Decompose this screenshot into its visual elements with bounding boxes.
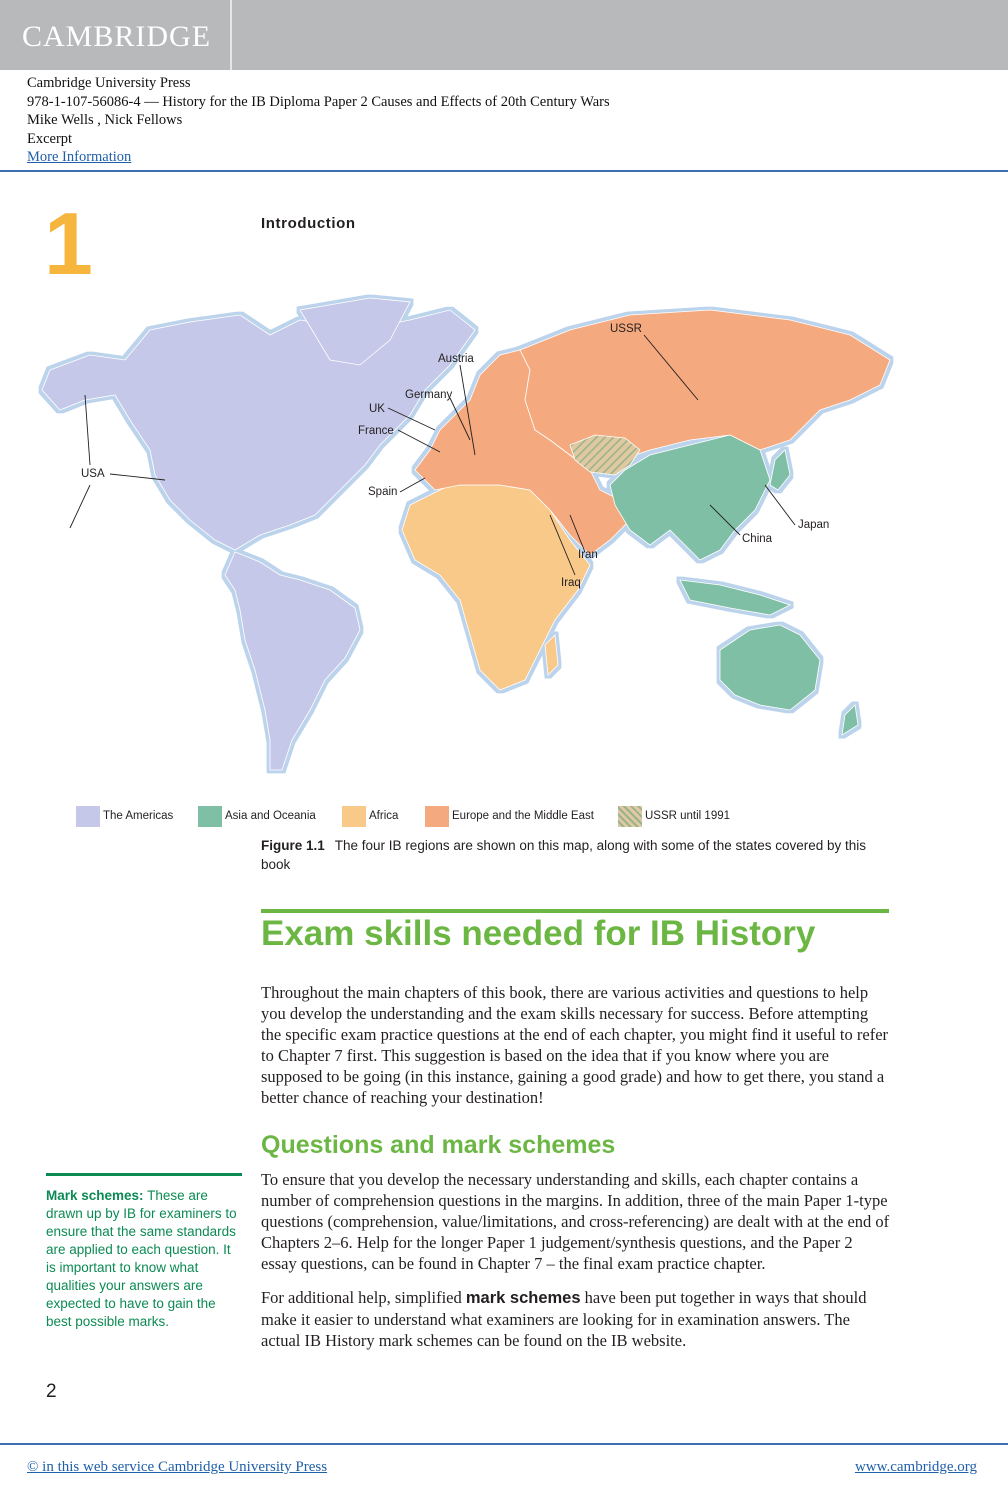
sidenote-divider (46, 1173, 242, 1176)
map-label-iran: Iran (578, 549, 598, 561)
legend-swatch (618, 806, 642, 827)
map-label-usa: USA (81, 468, 105, 480)
paragraph-text: For additional help, simplified (261, 1288, 466, 1307)
map-label-uk: UK (369, 403, 385, 415)
authors: Mike Wells , Nick Fellows (27, 112, 183, 128)
map-label-china: China (742, 533, 773, 545)
sidenote-text: These are drawn up by IB for examiners to ensure that the same standards are applied to each question. It is important to know what qualities your answers are expected to have to gain the best possible marks. (46, 1188, 237, 1329)
excerpt-label: Excerpt (27, 130, 73, 147)
legend-swatch (198, 806, 222, 827)
map-label-japan: Japan (798, 519, 830, 531)
isbn-title: 978-1-107-56086-4 — History for the IB Diploma Paper 2 Causes and Effects of 20th Century Wars (27, 93, 610, 110)
section-body: Throughout the main chapters of this book, there are various activities and questions to help you develop the understanding and the exam skills necessary for success. Before attempting the specific exam practice questions at the end of each chapter, you might find it useful to refer to Chapter 7 first. This suggestion is based on the idea that if you know where you are supposed to be going (in this instance, gaining a good grade) and how to get there, you stand a better chance of reaching your destination! (261, 983, 889, 1107)
sidenote-term: Mark schemes: (46, 1188, 144, 1203)
map-legend (76, 806, 936, 828)
subsection-paragraph-1: To ensure that you develop the necessary understanding and skills, each chapter contains a number of comprehension questions in the margins. In addition, three of the main Paper 1-type questions (comprehension, value/limitations, and cross-referencing) are dealt with at the end of Chapters 2–6. Help for the longer Paper 1 judgement/synthesis questions, and the Paper 2 essay questions, can be found in Chapter 7 – the final exam practice chapter. (261, 1170, 890, 1273)
southeast-asia-region (680, 580, 790, 615)
legend-label: Europe and the Middle East (452, 810, 594, 822)
subsection-paragraph-2 (261, 1287, 891, 1351)
legend-swatch (76, 806, 100, 827)
australia-region (720, 625, 820, 710)
new-zealand-region (842, 705, 858, 735)
logo-box (0, 0, 232, 70)
cambridge-logo[interactable]: CAMBRIDGE (22, 20, 212, 53)
section-heading: Exam skills needed for IB History (261, 914, 816, 953)
map-label-ussr: USSR (610, 323, 642, 335)
legend-swatch (425, 806, 449, 827)
legend-label: The Americas (103, 810, 174, 822)
map-label-germany: Germany (405, 389, 453, 401)
map-label-iraq: Iraq (561, 577, 581, 589)
section-divider (261, 909, 889, 913)
legend-label: Africa (369, 810, 399, 822)
header-bar (0, 0, 1008, 70)
cambridge-website-link[interactable]: www.cambridge.org (854, 1459, 977, 1475)
subsection-heading: Questions and mark schemes (261, 1131, 616, 1159)
legend-label: Asia and Oceania (225, 810, 316, 822)
mark-schemes-term: mark schemes (465, 1289, 581, 1307)
glossary-sidenote (46, 1187, 242, 1331)
map-label-austria: Austria (438, 353, 474, 365)
book-metadata (27, 74, 610, 167)
world-regions-map (30, 290, 910, 790)
more-information-link[interactable]: More Information (27, 149, 132, 165)
madagascar-region (545, 635, 558, 675)
chapter-number: 1 (44, 194, 93, 293)
copyright-link[interactable]: © in this web service Cambridge University Press (27, 1459, 328, 1475)
chapter-title: Introduction (261, 215, 356, 232)
publisher: Cambridge University Press (27, 75, 191, 91)
japan-region (770, 450, 790, 490)
footer-divider (0, 1443, 1008, 1445)
legend-label: USSR until 1991 (645, 810, 731, 822)
americas-south-region (225, 552, 360, 770)
legend-swatch (342, 806, 366, 827)
map-label-france: France (358, 425, 394, 437)
figure-label: Figure 1.1 (261, 838, 325, 853)
header-divider (0, 170, 1008, 172)
figure-caption-text: The four IB regions are shown on this map, along with some of the states covered by this book (261, 838, 867, 872)
map-label-spain: Spain (368, 486, 398, 498)
paragraph-text: have been put together in ways that should make it easier to understand what examiners are looking for in examination answers. The actual IB History mark schemes can be found on the IB website. (261, 1288, 867, 1350)
figure-caption (261, 836, 891, 874)
page-number: 2 (46, 1381, 57, 1402)
